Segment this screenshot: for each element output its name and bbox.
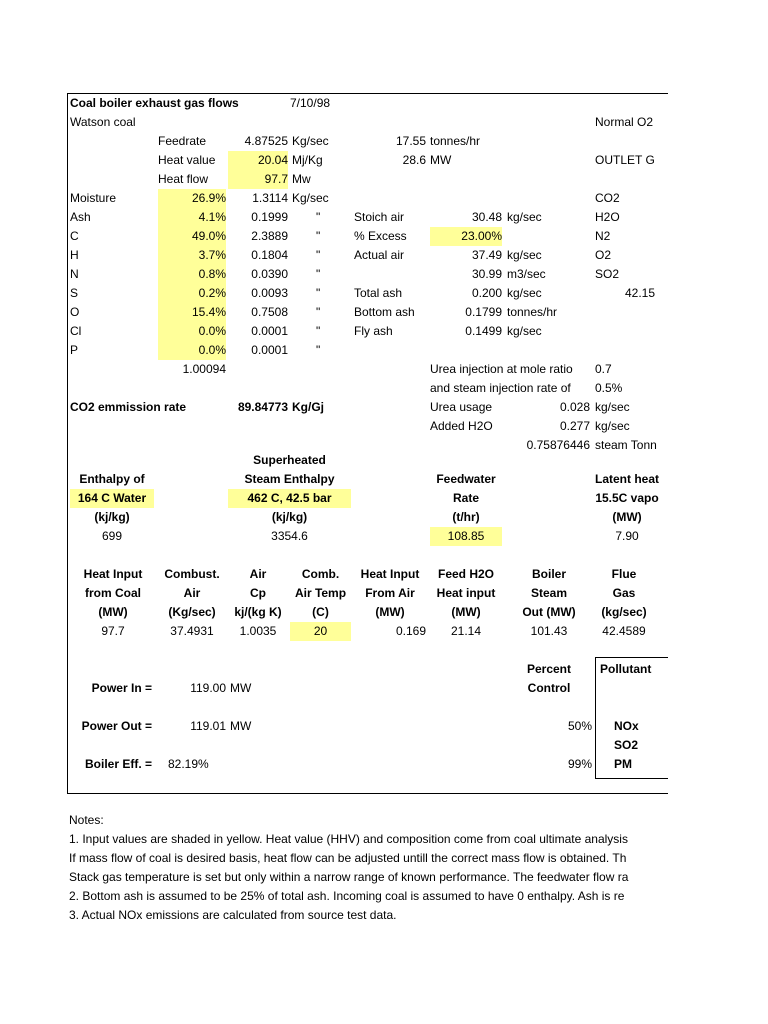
heat-col-flue-h3: (kg/sec) xyxy=(601,605,647,619)
power-out-label: Power Out = xyxy=(81,719,152,733)
comp-flow-n: 0.0390 xyxy=(251,267,288,281)
power-in-unit: MW xyxy=(230,681,252,695)
pollutant-box xyxy=(595,657,668,779)
actual-air-value: 37.49 xyxy=(471,248,502,262)
heat-col-coal-header xyxy=(73,565,153,622)
stoich-air-label: Stoich air xyxy=(354,210,405,224)
stoich-air-value: 30.48 xyxy=(471,210,502,224)
heat-col-feedh2o-h1: Feed H2O xyxy=(437,567,494,581)
urea-steam-value[interactable]: 0.5% xyxy=(595,381,623,395)
percent-control-h1: Percent xyxy=(526,662,572,676)
boiler-eff-label: Boiler Eff. = xyxy=(84,757,152,771)
comp-flow-ash: 0.1999 xyxy=(251,210,288,224)
urea-usage-label: Urea usage xyxy=(430,400,493,414)
heat-col-coal-value: 97.7 xyxy=(101,624,125,638)
actual-air-label: Actual air xyxy=(354,248,405,262)
pollutant-so2: SO2 xyxy=(614,738,639,752)
heat-col-air-h3: (Kg/sec) xyxy=(168,605,216,619)
heat-col-feedh2o-h3: (MW) xyxy=(451,605,481,619)
total-ash-unit: kg/sec xyxy=(507,286,542,300)
tonnes-value: 17.55 xyxy=(395,134,426,148)
comp-label-c: C xyxy=(70,229,79,243)
steam-enthalpy-header xyxy=(228,451,351,527)
heat-col-steam-header xyxy=(516,565,582,622)
latent-heat-h1: Latent heat xyxy=(594,472,659,486)
comp-unit-c: " xyxy=(316,229,321,243)
heat-col-fromair-h2: From Air xyxy=(365,586,415,600)
feedwater-header xyxy=(430,470,502,527)
latent-heat-header xyxy=(586,470,668,527)
comp-total: 1.00094 xyxy=(182,362,226,376)
tonnes-unit: tonnes/hr xyxy=(430,134,481,148)
steam-enthalpy-value: 3354.6 xyxy=(271,529,308,543)
outlet-gas-h2o: H2O xyxy=(595,210,620,224)
actual-air-unit: kg/sec xyxy=(507,248,542,262)
comp-pct-s[interactable]: 0.2% xyxy=(158,284,226,303)
fly-ash-unit: kg/sec xyxy=(507,324,542,338)
pollutant-nox: NOx xyxy=(614,719,639,733)
heat-col-flue-value: 42.4589 xyxy=(602,624,646,638)
comp-label-s: S xyxy=(70,286,79,300)
comp-unit-h: " xyxy=(316,248,321,262)
comp-label-p: P xyxy=(70,343,79,357)
latent-heat-unit: (MW) xyxy=(612,510,642,524)
fly-ash-label: Fly ash xyxy=(354,324,393,338)
heat-col-fromair-value: 0.169 xyxy=(395,624,426,638)
comp-pct-o[interactable]: 15.4% xyxy=(158,303,226,322)
heat-col-flue-h2: Gas xyxy=(612,586,636,600)
percent-control-h2: Control xyxy=(527,681,571,695)
heat-col-cp-h2: Cp xyxy=(250,586,266,600)
spreadsheet-area xyxy=(67,93,668,794)
fly-ash-value: 0.1499 xyxy=(465,324,502,338)
comp-label-o: O xyxy=(70,305,80,319)
excess-air-input[interactable]: 23.00% xyxy=(430,227,502,246)
bottom-ash-value: 0.1799 xyxy=(465,305,502,319)
bottom-ash-label: Bottom ash xyxy=(354,305,415,319)
heat-col-steam-value: 101.43 xyxy=(530,624,568,638)
water-enthalpy-unit: (kj/kg) xyxy=(94,510,130,524)
heat-col-temp-h3: (C) xyxy=(312,605,329,619)
feedrate-unit: Kg/sec xyxy=(292,134,329,148)
outlet-gas-o2: O2 xyxy=(595,248,612,262)
comp-unit-p: " xyxy=(316,343,321,357)
comp-flow-p: 0.0001 xyxy=(251,343,288,357)
water-temp-input[interactable]: 164 C Water xyxy=(70,489,154,508)
comp-flow-o: 0.7508 xyxy=(251,305,288,319)
urea-usage-unit: kg/sec xyxy=(595,400,630,414)
heat-col-steam-h2: Steam xyxy=(530,586,568,600)
steam-enthalpy-unit: (kj/kg) xyxy=(271,510,308,524)
comp-pct-n[interactable]: 0.8% xyxy=(158,265,226,284)
steam-condition-input[interactable]: 462 C, 42.5 bar xyxy=(228,489,351,508)
m3-value: 30.99 xyxy=(471,267,502,281)
heat-col-air-value: 37.4931 xyxy=(170,624,214,638)
urea-usage-value: 0.028 xyxy=(559,400,590,414)
sheet-title: Coal boiler exhaust gas flows xyxy=(70,96,239,110)
comp-flow-c: 2.3889 xyxy=(251,229,288,243)
latent-heat-h2: 15.5C vapo xyxy=(595,491,659,505)
heat-col-temp-h2: Air Temp xyxy=(294,586,347,600)
pm-control-pct[interactable]: 99% xyxy=(567,757,592,771)
pollutant-header: Pollutant xyxy=(600,662,652,676)
heat-col-fromair-h3: (MW) xyxy=(375,605,405,619)
comp-unit-n: " xyxy=(316,267,321,281)
heat-col-fromair-h1: Heat Input xyxy=(360,567,420,581)
note-line-3: Stack gas temperature is set but only within a narrow range of known performance. The feedwater flow ra xyxy=(69,870,629,884)
notes-section xyxy=(69,811,669,925)
feedwater-unit: (t/hr) xyxy=(452,510,480,524)
m3-unit: m3/sec xyxy=(507,267,546,281)
percent-control-header xyxy=(516,660,582,698)
comp-label-n: N xyxy=(70,267,79,281)
heatflow-label: Heat flow xyxy=(158,172,209,186)
note-line-5: 3. Actual NOx emissions are calculated from source test data. xyxy=(69,908,397,922)
water-enthalpy-header xyxy=(70,470,154,527)
heat-col-air-h1: Combust. xyxy=(164,567,220,581)
comp-unit-o: " xyxy=(316,305,321,319)
steam-ton-value: 0.75876446 xyxy=(526,438,590,452)
feedwater-rate-input[interactable]: 108.85 xyxy=(430,527,502,546)
added-h2o-label: Added H2O xyxy=(430,419,493,433)
stoich-air-unit: kg/sec xyxy=(507,210,542,224)
latent-heat-value: 7.90 xyxy=(615,529,639,543)
added-h2o-unit: kg/sec xyxy=(595,419,630,433)
heatvalue-input[interactable]: 20.04 xyxy=(228,151,288,170)
total-ash-label: Total ash xyxy=(354,286,403,300)
note-line-4: 2. Bottom ash is assumed to be 25% of total ash. Incoming coal is assumed to have 0 enthalpy. Ash is re xyxy=(69,889,625,903)
heat-col-flue-header xyxy=(588,565,660,622)
feedwater-h2: Rate xyxy=(452,491,479,505)
heat-col-flue-h1: Flue xyxy=(611,567,637,581)
heat-col-cp-h3: kj/(kg K) xyxy=(234,605,282,619)
notes-title: Notes: xyxy=(69,813,104,827)
outlet-gas-n2: N2 xyxy=(595,229,611,243)
heat-col-feedh2o-h2: Heat input xyxy=(436,586,496,600)
comp-flow-cl: 0.0001 xyxy=(251,324,288,338)
power-out-unit: MW xyxy=(230,719,252,733)
comp-unit-s: " xyxy=(316,286,321,300)
pollutant-pm: PM xyxy=(614,757,632,771)
sheet-date: 7/10/98 xyxy=(290,96,331,110)
note-line-1: 1. Input values are shaded in yellow. Heat value (HHV) and composition come from coal ultimate analysis xyxy=(69,832,628,846)
co2-emission-value: 89.84773 xyxy=(237,400,288,414)
normal-o2-label: Normal O2 xyxy=(595,115,654,129)
urea-mole-label: Urea injection at mole ratio xyxy=(430,362,573,376)
co2-emission-label: CO2 emmission rate xyxy=(70,400,187,414)
heat-col-cp-header xyxy=(228,565,288,622)
comp-flow-s: 0.0093 xyxy=(251,286,288,300)
heatvalue-unit: Mj/Kg xyxy=(292,153,323,167)
heat-col-steam-h3: Out (MW) xyxy=(522,605,576,619)
feedrate-value[interactable]: 4.87525 xyxy=(244,134,288,148)
co2-emission-unit: Kg/Gj xyxy=(292,400,324,414)
coal-type: Watson coal xyxy=(70,115,136,129)
urea-steam-label: and steam injection rate of xyxy=(430,381,571,395)
comp-flow-moisture: 1.3114 xyxy=(252,191,288,205)
comp-unit-cl: " xyxy=(316,324,321,338)
comp-pct-cl[interactable]: 0.0% xyxy=(158,322,226,341)
heat-col-coal-h1: Heat Input xyxy=(83,567,143,581)
heat-col-cp-value: 1.0035 xyxy=(239,624,277,638)
nox-control-pct[interactable]: 50% xyxy=(567,719,592,733)
comp-flow-h: 0.1804 xyxy=(251,248,288,262)
heat-col-coal-h3: (MW) xyxy=(98,605,128,619)
heat-col-steam-h1: Boiler xyxy=(531,567,566,581)
note-line-2: If mass flow of coal is desired basis, heat flow can be adjusted untill the correct mass flow is obtained. Th xyxy=(69,851,627,865)
comp-unit-moisture: Kg/sec xyxy=(292,191,329,205)
comp-unit-ash: " xyxy=(316,210,321,224)
heatflow-input[interactable]: 97.7 xyxy=(228,170,288,189)
steam-enthalpy-h1: Steam Enthalpy xyxy=(244,472,335,486)
comp-label-h: H xyxy=(70,248,79,262)
heatvalue-label: Heat value xyxy=(158,153,216,167)
water-enthalpy-value: 699 xyxy=(101,529,123,543)
outlet-label: OUTLET G xyxy=(595,153,655,167)
comp-pct-p[interactable]: 0.0% xyxy=(158,341,226,360)
steam-enthalpy-h0: Superheated xyxy=(253,453,326,467)
heatflow-unit: Mw xyxy=(292,172,311,186)
heat-col-temp-h1: Comb. xyxy=(301,567,340,581)
boiler-eff-value: 82.19% xyxy=(168,757,209,771)
heat-col-feedh2o-value: 21.14 xyxy=(450,624,482,638)
comp-pct-c[interactable]: 49.0% xyxy=(158,227,226,246)
heat-col-feedh2o-header xyxy=(430,565,502,622)
comp-pct-h[interactable]: 3.7% xyxy=(158,246,226,265)
excess-air-label: % Excess xyxy=(354,229,407,243)
steam-ton-unit: steam Tonn xyxy=(595,438,657,452)
water-enthalpy-h1: Enthalpy of xyxy=(79,472,145,486)
comb-air-temp-input[interactable]: 20 xyxy=(290,622,351,641)
comp-label-ash: Ash xyxy=(70,210,91,224)
outlet-gas-so2: SO2 xyxy=(595,267,620,281)
comp-label-cl: Cl xyxy=(70,324,82,338)
outlet-gas-co2: CO2 xyxy=(595,191,620,205)
feedrate-label: Feedrate xyxy=(158,134,207,148)
feedwater-h1: Feedwater xyxy=(436,472,496,486)
heat-col-temp-header xyxy=(290,565,351,622)
heat-col-coal-h2: from Coal xyxy=(84,586,141,600)
heat-col-fromair-header xyxy=(354,565,426,622)
mw-unit: MW xyxy=(430,153,452,167)
power-in-label: Power In = xyxy=(91,681,152,695)
comp-label-moisture: Moisture xyxy=(70,191,117,205)
power-in-value: 119.00 xyxy=(190,681,226,695)
total-ash-value: 0.200 xyxy=(471,286,502,300)
comp-pct-moisture[interactable]: 26.9% xyxy=(158,189,226,208)
mw-value: 28.6 xyxy=(402,153,426,167)
comp-pct-ash[interactable]: 4.1% xyxy=(158,208,226,227)
added-h2o-value: 0.277 xyxy=(559,419,590,433)
heat-col-air-h2: Air xyxy=(183,586,201,600)
heat-col-air-header xyxy=(158,565,226,622)
outlet-value: 42.15 xyxy=(624,286,655,300)
urea-mole-value[interactable]: 0.7 xyxy=(595,362,612,376)
power-out-value: 119.01 xyxy=(190,719,226,733)
bottom-ash-unit: tonnes/hr xyxy=(507,305,558,319)
heat-col-cp-h1: Air xyxy=(249,567,267,581)
